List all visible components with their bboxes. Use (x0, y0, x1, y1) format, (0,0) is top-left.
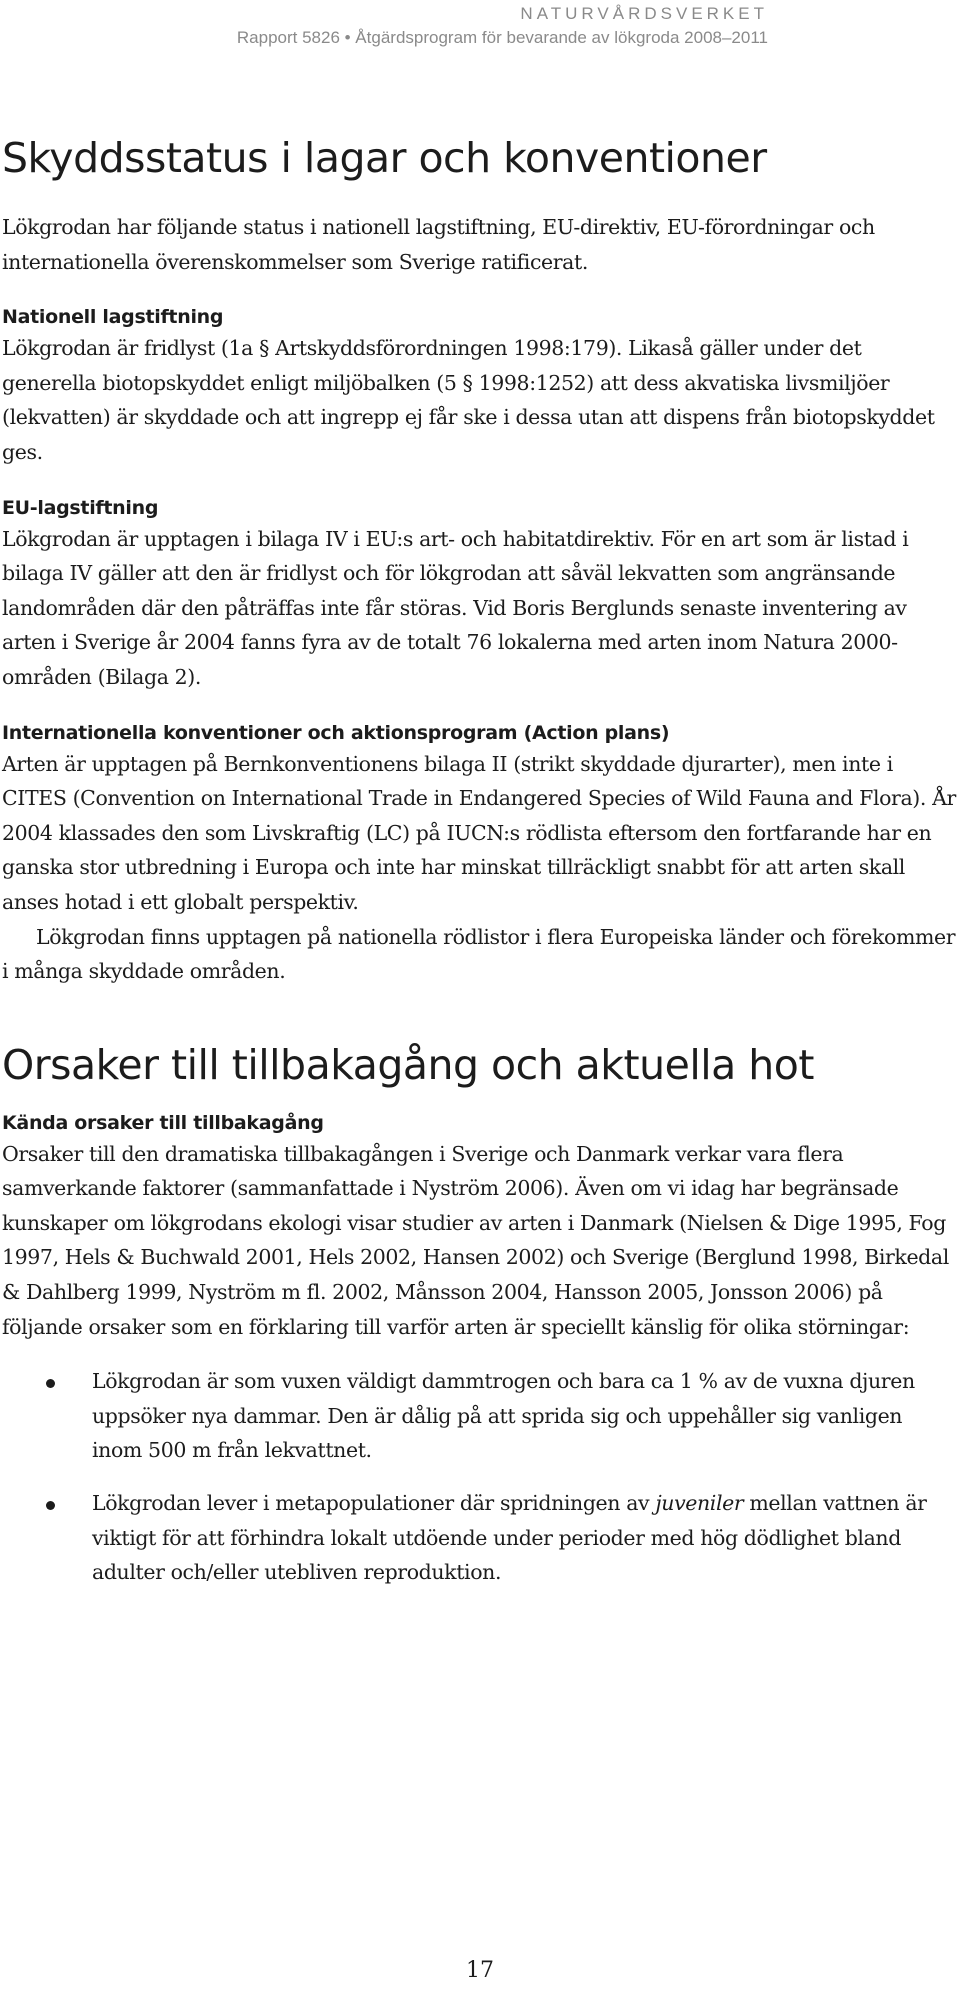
paragraph-known-causes: Orsaker till den dramatiska tillbakagången i Sverige och Danmark verkar vara flera samverkande faktorer (sammanfattade i Nyström 2006). Även om vi idag har begränsade kunskaper om lökgrodans ekologi visar studier av arten i Danmark (Nielsen & Dige 1995, Fog 1997, Hels & Buchwald 2001, Hels 2002, Hansen 2002) och Sverige (Berglund 1998, Birkedal & Dahlberg 1999, Nyström m fl. 2002, Månsson 2004, Hansson 2005, Jonsson 2006) på följande orsaker som en förklaring till varför arten är speciellt känslig för olika störningar: (2, 1141, 949, 1339)
list-item-text: Lökgrodan lever i metapopulationer där spridningen av juveniler mellan vattnen är viktigt för att förhindra lokalt utdöende under perioder med hög dödlighet bland adulter och/eller utebliven reproduktion. (92, 1491, 927, 1585)
heading-eu: EU-lagstiftning (2, 496, 159, 519)
heading-national: Nationell lagstiftning (2, 306, 224, 329)
paragraph-national: Lökgrodan är fridlyst (1a § Artskyddsförordningen 1998:179). Likaså gäller under det generella biotopskyddet enligt miljöbalken (5 § 1998:1252) att dess akvatiska livsmiljöer (lekvatten) är skyddade och att ingrepp ej får ske i dessa utan att dispens från biotopskyddet ges. (2, 336, 935, 464)
list-item-text: Lökgrodan är som vuxen väldigt dammtrogen och bara ca 1 % av de vuxna djuren uppsöker nya dammar. Den är dålig på att sprida sig och uppehåller sig vanligen inom 500 m från lekvattnet. (92, 1369, 915, 1463)
paragraph-international: Arten är upptagen på Bernkonventionens bilaga II (strikt skyddade djurarter), men inte i CITES (Convention on International Trade in Endangered Species of Wild Fauna and Flora). År 2004 klassades den som Livskraftig (LC) på IUCN:s rödlista eftersom den fortfarande har en ganska stor utbredning i Europa och inte har minskat tillräckligt snabbt för att arten skall anses hotad i ett globalt perspektiv. (2, 751, 956, 914)
report-title: Rapport 5826 • Åtgärdsprogram för bevarande av lökgroda 2008–2011 (236, 28, 768, 47)
heading-known-causes: Kända orsaker till tillbakagång (2, 1111, 324, 1134)
emphasis-term: juveniler (655, 1491, 744, 1516)
page-number: 17 (466, 1958, 494, 1983)
bullet-icon (46, 1379, 55, 1388)
bullet-icon (46, 1501, 55, 1510)
intro-paragraph: Lökgrodan har följande status i nationell lagstiftning, EU-direktiv, EU-förordningar och internationella överenskommelser som Sverige ratificerat. (2, 215, 875, 274)
list-item (2, 1486, 957, 1590)
list-item (2, 1364, 957, 1468)
cause-list (2, 1364, 957, 1590)
page-header (237, 2, 768, 50)
paragraph-eu: Lökgrodan är upptagen i bilaga IV i EU:s art- och habitatdirektiv. För en art som är listad i bilaga IV gäller att den är fridlyst och för lökgrodan att såväl lekvatten som angränsande landområden där den påträffas inte får störas. Vid Boris Berglunds senaste inventering av arten i Sverige år 2004 fanns fyra av de totalt 76 lokalerna med arten inom Natura 2000-områden (Bilaga 2). (2, 526, 909, 689)
section-title-protection: Skyddsstatus i lagar och konventioner (2, 134, 767, 182)
section-title-causes: Orsaker till tillbakagång och aktuella hot (2, 1040, 814, 1089)
paragraph-international-2: Lökgrodan finns upptagen på nationella rödlistor i flera Europeiska länder och förekommer i många skyddade områden. (2, 924, 956, 984)
page-content (2, 132, 957, 1608)
publisher-name: NATURVÅRDSVERKET (520, 4, 768, 23)
heading-international: Internationella konventioner och aktionsprogram (Action plans) (2, 721, 670, 744)
